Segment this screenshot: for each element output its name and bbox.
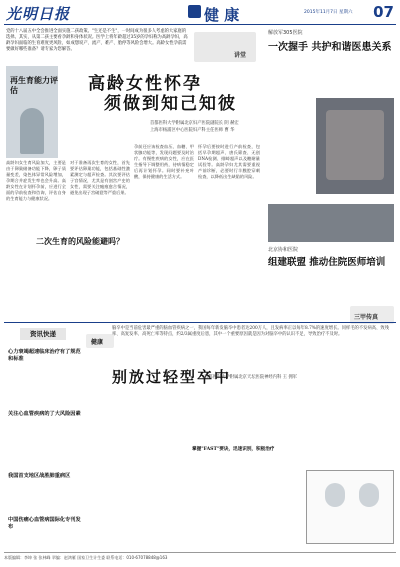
issue-date: 2015年11月7日 星期六 <box>304 10 353 15</box>
news-item-headline: 心力衰竭超速临床治疗有了规范和标准 <box>8 349 81 362</box>
body-column-2: 对于准备再次生育的女性，首先要评估卵巢功能，包括基础性激素测定与超声检查。其次要评估子宫情况，尤其是有剖宫产史的女性，需要关注瘢痕愈合情况，避免出现子宫破裂等严重后果。 <box>70 160 130 195</box>
article-subhead: 二次生育的风险能避吗？ <box>36 237 124 246</box>
headline-line-2: 须做到知己知彼 <box>104 94 237 114</box>
news-item-headline: 中国伤痛心血管病国际化专刊发布 <box>8 517 81 530</box>
news-item-headline: 关注心血管疾病的了大风险因素 <box>8 411 81 417</box>
section-title: 健 康 <box>204 6 240 24</box>
news-column <box>4 326 82 544</box>
photo-subject <box>326 110 384 180</box>
bottom-headline: 别放过轻型卒中 <box>112 368 232 386</box>
byline-line-1: 首都医科大学附属北京妇产医院副院长 阴 赫宏 <box>150 121 239 126</box>
page-footer: 本版编辑：李坤 张 张林峰 翠编：赵鸿雁 国家卫生计生委 联系电话：010-67078848@163 <box>4 552 396 561</box>
news-item-headline: 我国首支地区战胜肺重病区 <box>8 473 71 479</box>
face-icon <box>325 483 345 507</box>
bottom-badge <box>86 334 114 348</box>
body-column-3: 孕前还应该检查血压、血糖、甲状腺功能等，发现问题要及时治疗。有慢性疾病的女性，应在医生指导下调整用药，待病情稳定后再计划怀孕。同时要补充叶酸，保持健康的生活方式。 <box>134 144 194 179</box>
newspaper-logo: 光明日报 <box>6 5 71 23</box>
bottom-byline: 首都医科大学附属北京天坛医院神经内科 王 拥军 <box>204 375 297 380</box>
masthead <box>4 3 396 25</box>
article-byline <box>150 120 239 134</box>
bottom-badge-label: 健康 <box>91 339 104 346</box>
right-mid-label: 北京协和医院 <box>268 247 299 253</box>
lead-paragraph: 党的十八届五中全会推进全面实施二孩政策。"生还是不生"，一时间成为很多人考虑的大家庭的选择。其实，从第二孩主要看孕龄和身体状况。医学上将年龄超过35岁的孕妇称为高龄孕妇，高龄孕妇面临的生育难度更风险，如成想说产、流产、难产、胎停等风险会增大。高龄女性孕前需要做好哪些准备？请专家为您解答。 <box>6 29 188 52</box>
section-divider <box>4 322 396 323</box>
news-column-title: 资讯快递 <box>20 328 66 340</box>
doctor-patient-photo <box>316 98 394 194</box>
right-mid-headline: 组建联盟 推动住院医师培训 <box>268 257 386 268</box>
body-column-4: 怀孕后要按时进行产前检查，包括早孕期超声、唐氏筛查、无创DNA检测、排畸超声以及糖耐量试验等。高龄孕妇尤其需要重视产前诊断，必要时行羊膜腔穿刺检查，以降低出生缺陷的风险。 <box>198 144 260 179</box>
fast-illustration <box>306 470 394 544</box>
three-a-badge-label: 三甲传真 <box>354 314 379 321</box>
training-photo <box>268 204 394 242</box>
fast-caption: 掌握"FAST"要诀，迅速识别，积极治疗 <box>192 447 275 452</box>
right-top-headline: 一次握手 共护和谐医患关系 <box>268 42 392 53</box>
talk-badge <box>194 28 260 64</box>
body-column-1: 高龄妇女生育风险加大，主要是由于卵巢储备功能下降，卵子质量变差，染色体异常风险增加，孕期合并症发生率也会升高。高龄女性在计划怀孕前，应进行全面的孕前检查和咨询，评估自身的生育能力与健康状况。 <box>6 160 66 201</box>
section-mark-icon <box>188 5 201 18</box>
byline-line-2: 上海市杨浦区中心医院妇产科主任医师 曹 华 <box>150 128 235 133</box>
arm-icon <box>359 483 379 507</box>
headline-line-1: 高龄女性怀孕 <box>88 74 202 94</box>
illustration-caption: 再生育能力评估 <box>10 76 58 95</box>
page-number: 07 <box>373 3 394 21</box>
right-top-label: 解放军305医院 <box>268 30 303 36</box>
talk-badge-background <box>194 32 256 62</box>
main-headline <box>74 74 260 114</box>
woman-figure-icon <box>20 108 44 154</box>
talk-badge-label: 讲堂 <box>234 52 247 59</box>
bottom-lead-paragraph: 脑卒中是当前危害最严重的脑血管疾病之一，我国每年新发脑卒中患者达200万人，且发病率正以每年8.7%的速度增长。同样毛的不发病高、致残率、高复发率、高死亡率等特点，约2/3属重度后患，其中一个重要原因就是因为对脑卒中的认识不足，导致治疗不及时。 <box>112 326 389 337</box>
fertility-illustration <box>6 66 58 158</box>
